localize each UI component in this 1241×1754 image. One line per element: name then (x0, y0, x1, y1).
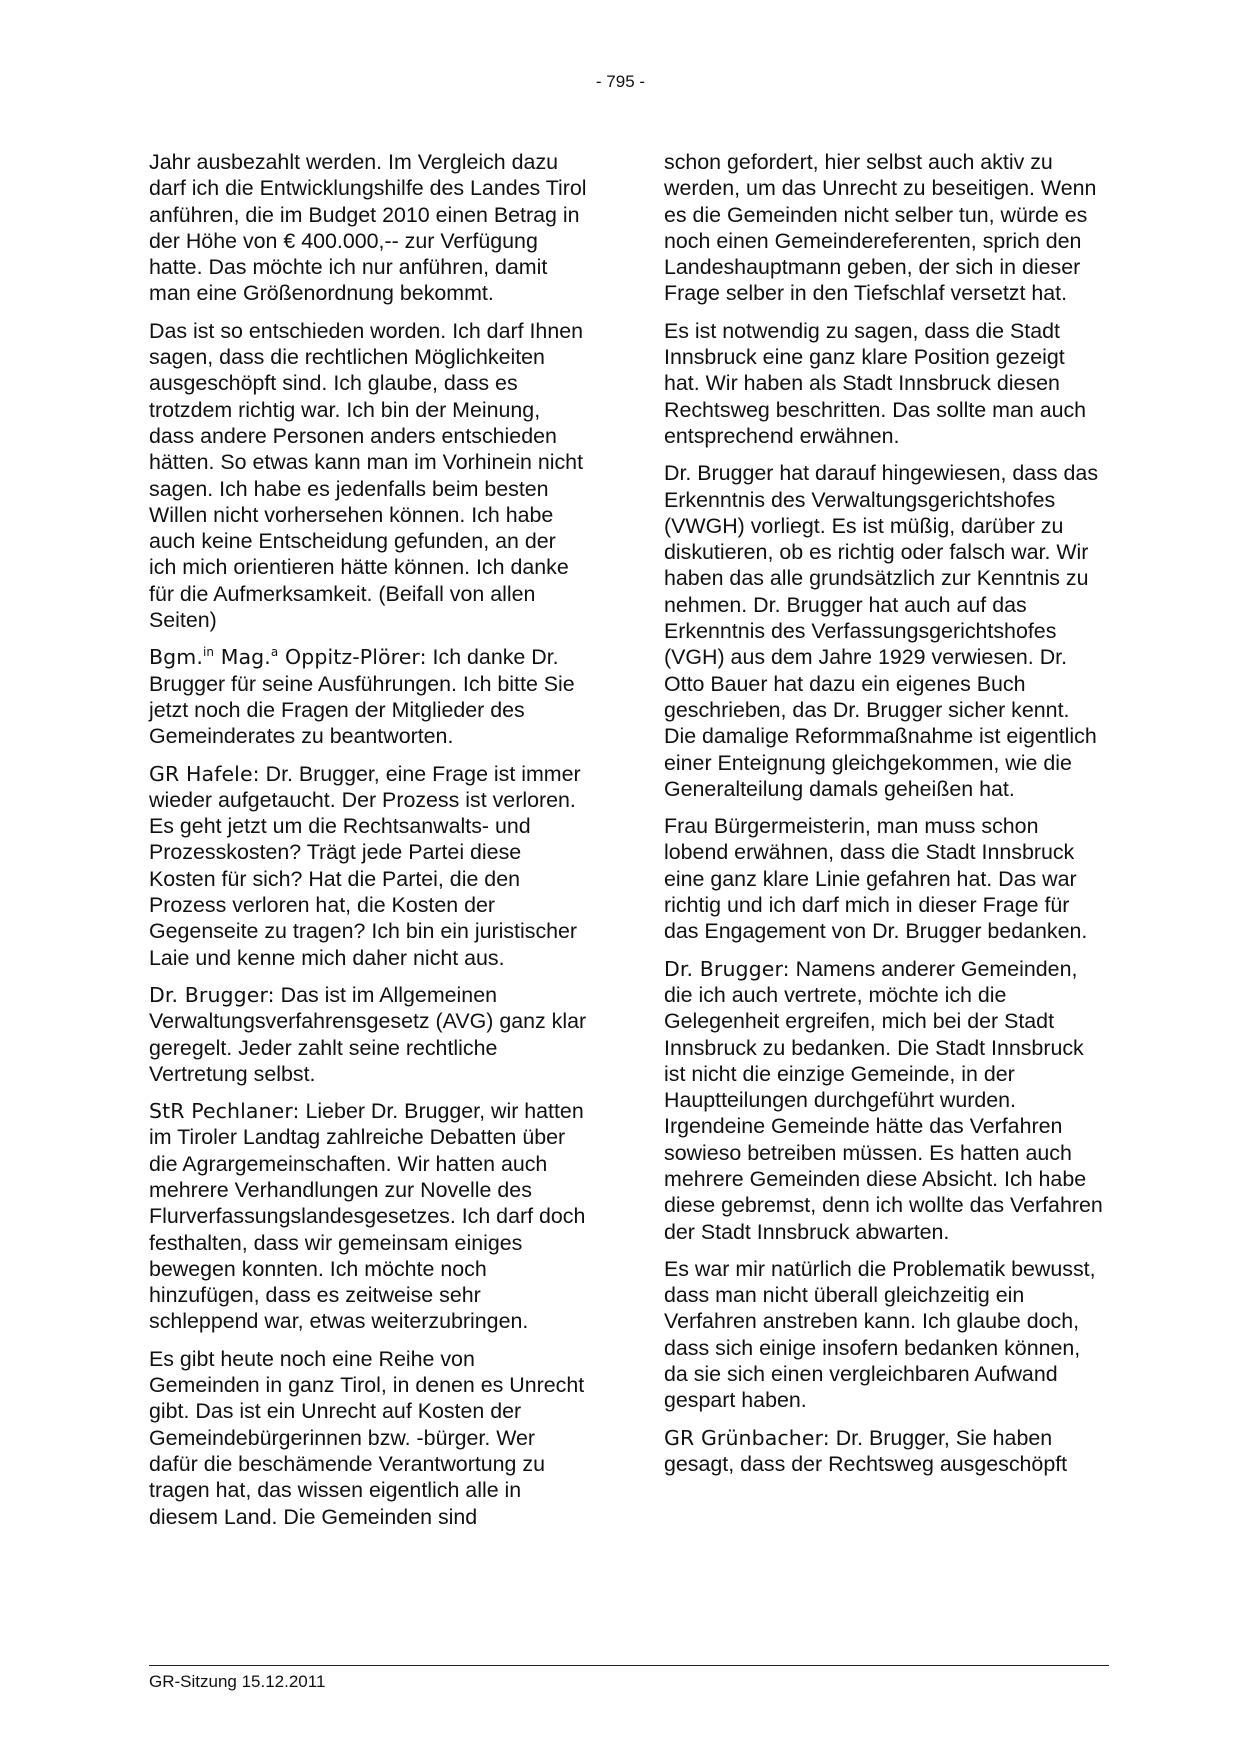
speaker-name: Dr. Brugger: (664, 956, 790, 981)
paragraph: Es gibt heute noch eine Reihe von Gemeinden in ganz Tirol, in denen es Unrecht gibt. Das ist ein Unrecht auf Kosten der Gemeindebürgerinnen bzw. -bürger. Wer dafür die beschämende Verantwortung zu tragen hat, das wissen eigentlich alle in diesem Land. Die Gemeinden sind (149, 1346, 585, 1529)
speech-text: Lieber Dr. Brugger, wir hatten im Tiroler Landtag zahlreiche Debatten über die Agrargemeinschaften. Wir hatten auch mehrere Verhandlungen zur Novelle des Flurverfassungslandesgesetzes. Ich darf doch festhalten, dass wir gemeinsam einiges bewegen konnten. Ich möchte noch hinzufügen, dass es zeitweise sehr schleppend war, etwas weiterzubringen. (149, 1099, 586, 1334)
speech-text: Das ist im Allgemeinen Verwaltungsverfahrensgesetz (AVG) ganz klar geregelt. Jeder zahlt seine rechtliche Vertretung selbst. (149, 982, 587, 1086)
speaker-name: Dr. Brugger: (149, 982, 275, 1007)
paragraph: Dr. Brugger hat darauf hingewiesen, dass das Erkenntnis des Verwaltungsgerichtshofes (VWGH) vorliegt. Es ist müßig, darüber zu diskutieren, ob es richtig oder falsch war. Wir haben das alle grundsätzlich zur Kenntnis zu nehmen. Dr. Brugger hat auch auf das Erkenntnis des Verfassungsgerichtshofes (VGH) aus dem Jahre 1929 verwiesen. Dr. Otto Bauer hat dazu ein eigenes Buch geschrieben, das Dr. Brugger sicher kennt. Die damalige Reformmaßnahme ist eigentlich einer Enteignung gleichgekommen, wie die Generalteilung damals geheißen hat. (664, 461, 1099, 801)
speech-text: Ich danke Dr. Brugger für seine Ausführungen. Ich bitte Sie jetzt noch die Fragen der Mitglieder des Gemeinderates zu beantworten. (149, 645, 575, 749)
paragraph: Es war mir natürlich die Problematik bewusst, dass man nicht überall gleichzeitig ein Verfahren anstreben kann. Ich glaube doch, dass sich einige insofern bedanken können, da sie sich einen vergleichbaren Aufwand gespart haben. (664, 1256, 1096, 1413)
footer-divider (149, 1665, 1109, 1666)
speech-paragraph (149, 761, 589, 971)
right-column (664, 149, 1104, 1488)
speech-paragraph (664, 956, 1104, 1245)
page-number: - 795 - (595, 72, 646, 91)
speech-text: Dr. Brugger, Sie haben gesagt, dass der Rechtsweg ausgeschöpft (664, 1425, 1068, 1476)
speech-paragraph (149, 1098, 589, 1335)
paragraph: Das ist so entschieden worden. Ich darf Ihnen sagen, dass die rechtlichen Möglichkeiten ausgeschöpft sind. Ich glaube, dass es trotzdem richtig war. Ich bin der Meinung, dass andere Personen anders entschieden hätten. So etwas kann man im Vorhinein nicht sagen. Ich habe es jedenfalls beim besten Willen nicht vorhersehen können. Ich habe auch keine Entscheidung gefunden, an der ich mich orientieren hätte können. Ich danke für die Aufmerksamkeit. (Beifall von allen Seiten) (149, 318, 584, 633)
speaker-name: Bgm.$^{in}$ Mag.$^a$ Oppitz-Plörer: (149, 645, 427, 670)
footer-session-date: GR-Sitzung 15.12.2011 (149, 1672, 326, 1691)
paragraph: Es ist notwendig zu sagen, dass die Stadt Innsbruck eine ganz klare Position gezeigt hat. Wir haben als Stadt Innsbruck diesen Rechtsweg beschritten. Das sollte man auch entsprechend erwähnen. (664, 318, 1087, 448)
paragraph: Frau Bürgermeisterin, man muss schon lobend erwähnen, dass die Stadt Innsbruck eine ganz klare Linie gefahren hat. Das war richtig und ich darf mich in dieser Frage für das Engagement von Dr. Brugger bedanken. (664, 814, 1088, 944)
left-column (149, 149, 589, 1541)
speaker-name: GR Hafele: (149, 761, 260, 786)
speaker-name: GR Grünbacher: (664, 1425, 830, 1450)
speech-text: Dr. Brugger, eine Frage ist immer wieder aufgetaucht. Der Prozess ist verloren. Es geht jetzt um die Rechtsanwalts- und Prozesskosten? Trägt jede Partei diese Kosten für sich? Hat die Partei, die den Prozess verloren hat, die Kosten der Gegenseite zu tragen? Ich bin ein juristischer Laie und kenne mich daher nicht aus. (149, 761, 581, 970)
speech-paragraph (149, 982, 589, 1087)
speaker-name: StR Pechlaner: (149, 1099, 300, 1124)
paragraph: Jahr ausbezahlt werden. Im Vergleich dazu darf ich die Entwicklungshilfe des Landes Tirol anführen, die im Budget 2010 einen Betrag in der Höhe von € 400.000,-- zur Verfügung hatte. Das möchte ich nur anführen, damit man eine Größenordnung bekommt. (149, 150, 587, 306)
paragraph: schon gefordert, hier selbst auch aktiv zu werden, um das Unrecht zu beseitigen. Wenn es die Gemeinden nicht selber tun, würde es noch einen Gemeindereferenten, sprich den Landeshauptmann geben, der sich in dieser Frage selber in den Tiefschlaf versetzt hat. (664, 150, 1097, 306)
speech-paragraph (149, 644, 589, 749)
speech-text: Namens anderer Gemeinden, die ich auch vertrete, möchte ich die Gelegenheit ergreifen, mich bei der Stadt Innsbruck zu bedanken. Die Stadt Innsbruck ist nicht die einzige Gemeinde, in der Hauptteilungen durchgeführt wurden. Irgendeine Gemeinde hätte das Verfahren sowieso betreiben müssen. Es hatten auch mehrere Gemeinden diese Absicht. Ich habe diese gebremst, denn ich wollte das Verfahren der Stadt Innsbruck abwarten. (664, 956, 1103, 1244)
speech-paragraph (664, 1425, 1104, 1478)
